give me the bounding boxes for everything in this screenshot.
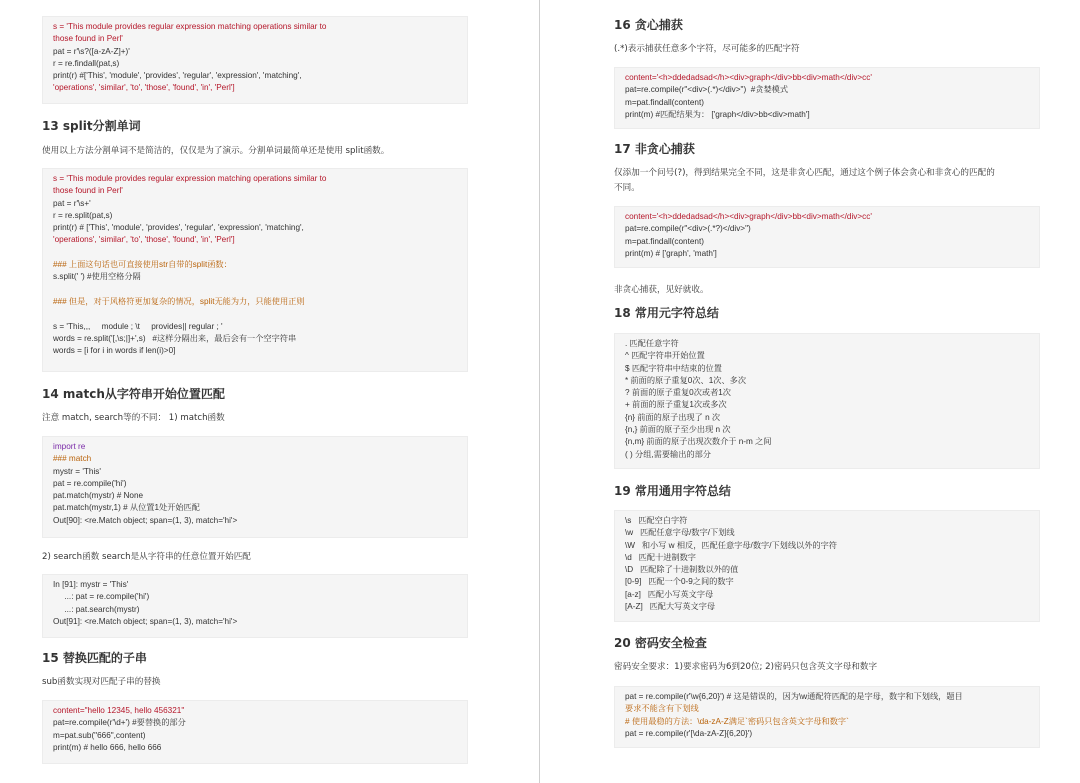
paragraph-17-note: 非贪心捕获，见好就收。 bbox=[614, 285, 709, 295]
code-line: ^ 匹配字符串开始位置 bbox=[625, 351, 705, 361]
heading-15: 15 替换匹配的子串 bbox=[42, 651, 147, 665]
heading-14: 14 match从字符串开始位置匹配 bbox=[42, 387, 225, 401]
code-block-sub bbox=[42, 700, 468, 764]
paragraph-15: sub函数实现对匹配子串的替换 bbox=[42, 677, 161, 687]
heading-13: 13 split分割单词 bbox=[42, 119, 141, 133]
code-line: m=pat.findall(content) bbox=[625, 236, 704, 246]
code-line: pat = r'\s?([a-zA-Z]+)' bbox=[53, 46, 130, 56]
code-line: \s 匹配空白字符 bbox=[625, 516, 688, 525]
code-line: ### 但是，对于风格符更加复杂的情况，split无能为力，只能使用正则 bbox=[53, 296, 305, 306]
code-line: import re bbox=[53, 442, 86, 451]
code-block-split bbox=[42, 168, 468, 372]
code-line: pat = re.compile('hi') bbox=[53, 478, 127, 488]
code-block-password bbox=[614, 686, 1040, 748]
code-line: # 使用最稳的方法：\da-zA-Z满足`密码只包含英文字母和数字` bbox=[625, 716, 849, 726]
code-line: m=pat.findall(content) bbox=[625, 97, 704, 107]
code-block-findall bbox=[42, 16, 468, 104]
code-line: ( ) 分组,需要输出的部分 bbox=[625, 449, 711, 459]
code-line: pat.match(mystr) # None bbox=[53, 491, 144, 501]
heading-18: 18 常用元字符总结 bbox=[614, 306, 719, 320]
code-line: mystr = 'This' bbox=[53, 466, 101, 476]
code-line: r = re.split(pat,s) bbox=[53, 210, 113, 220]
code-line: words = re.split('[,\s;|]+',s) #这样分隔出来，最后会有一个空字符串 bbox=[53, 333, 297, 343]
code-line: pat = re.compile(r'[\da-zA-Z]{6,20}') bbox=[625, 728, 753, 738]
code-line: s = 'This module provides regular expression matching operations similar to bbox=[53, 174, 327, 183]
paragraph-20: 密码安全要求：1)要求密码为6到20位; 2)密码只包含英文字母和数字 bbox=[614, 662, 878, 672]
code-line: pat=re.compile(r'\d+') #要替换的部分 bbox=[53, 718, 186, 728]
code-line: ### match bbox=[53, 454, 92, 464]
heading-20: 20 密码安全检查 bbox=[614, 636, 707, 650]
code-line: content='<h>ddedadsad</h><div>graph</div>bb<div>math</div>cc' bbox=[625, 212, 872, 221]
code-line: ...: pat.search(mystr) bbox=[53, 604, 140, 614]
code-line: \w 匹配任意字母/数字/下划线 bbox=[625, 528, 735, 538]
code-line: [A-Z] 匹配大写英文字母 bbox=[625, 602, 716, 612]
code-line: Out[90]: <re.Match object; span=(1, 3), match='hi'> bbox=[53, 515, 238, 525]
code-line: m=pat.sub("666",content) bbox=[53, 730, 146, 740]
code-line: \d 匹配十进制数字 bbox=[625, 552, 696, 562]
code-line: pat=re.compile(r"<div>(.*?)</div>") bbox=[625, 224, 751, 234]
code-line: pat=re.compile(r"<div>(.*)</div>") #贪婪模式 bbox=[625, 85, 789, 95]
code-line: pat = r'\s+' bbox=[53, 198, 91, 208]
code-line: $ 匹配字符串中结束的位置 bbox=[625, 363, 722, 373]
paragraph-17-line1: 仅添加一个问号(?)，得到结果完全不同，这是非贪心匹配，通过这个例子体会贪心和非贪心的匹配的 bbox=[614, 168, 995, 178]
code-line: + 前面的原子重复1次或多次 bbox=[625, 400, 727, 410]
code-line: 'operations', 'similar', 'to', 'those', 'found', 'in', 'Perl'] bbox=[53, 83, 235, 93]
heading-19: 19 常用通用字符总结 bbox=[614, 484, 731, 498]
code-line: s.split(' ') #使用空格分隔 bbox=[53, 272, 141, 282]
heading-16: 16 贪心捕获 bbox=[614, 18, 683, 32]
code-line: * 前面的原子重复0次、1次、多次 bbox=[625, 375, 747, 385]
code-line: {n,} 前面的原子至少出现 n 次 bbox=[625, 425, 731, 435]
code-line: \D 匹配除了十进制数以外的值 bbox=[625, 565, 739, 575]
code-line: [a-z] 匹配小写英文字母 bbox=[625, 589, 714, 599]
code-block-match bbox=[42, 436, 468, 538]
code-line: 'operations', 'similar', 'to', 'those', 'found', 'in', 'Perl'] bbox=[53, 235, 235, 245]
heading-17: 17 非贪心捕获 bbox=[614, 142, 695, 156]
code-line: {n,m} 前面的原子出现次数介于 n-m 之间 bbox=[625, 437, 772, 447]
code-line: ...: pat = re.compile('hi') bbox=[53, 592, 150, 602]
code-line: In [91]: mystr = 'This' bbox=[53, 580, 129, 589]
code-block-nongreedy bbox=[614, 206, 1040, 268]
code-line: s = 'This module provides regular expression matching operations similar to bbox=[53, 22, 327, 31]
code-line: content="hello 12345, hello 456321" bbox=[53, 706, 185, 715]
code-block-metachars bbox=[614, 333, 1040, 469]
page-divider bbox=[539, 0, 540, 783]
code-line: [0-9] 匹配一个0-9之间的数字 bbox=[625, 577, 734, 587]
code-line: print(r) #['This', 'module', 'provides', 'regular', 'expression', 'matching', bbox=[53, 71, 302, 81]
code-line: r = re.findall(pat,s) bbox=[53, 58, 120, 68]
code-line: content='<h>ddedadsad</h><div>graph</div>bb<div>math</div>cc' bbox=[625, 73, 872, 82]
code-line: those found in Perl' bbox=[53, 34, 123, 44]
code-line: s = 'This,,, module ; \t provides|| regular ; ' bbox=[53, 321, 223, 331]
code-line: print(r) # ['This', 'module', 'provides', 'regular', 'expression', 'matching', bbox=[53, 223, 304, 233]
paragraph-14-search: 2) search函数 search是从字符串的任意位置开始匹配 bbox=[42, 552, 251, 562]
code-line: pat.match(mystr,1) # 从位置1处开始匹配 bbox=[53, 503, 200, 513]
code-line: ### 上面这句话也可直接使用str自带的split函数： bbox=[53, 260, 232, 270]
code-line: print(m) # hello 666, hello 666 bbox=[53, 742, 162, 752]
code-line: 要求不能含有下划线 bbox=[625, 704, 699, 714]
code-line: \W 和小写 w 相反，匹配任意字母/数字/下划线以外的字符 bbox=[625, 540, 837, 550]
paragraph-13: 使用以上方法分割单词不是简洁的，仅仅是为了演示。分割单词最简单还是使用 split函数。 bbox=[42, 146, 390, 156]
code-line: pat = re.compile(r'\w{6,20}') # 这是错误的，因为\w通配符匹配的是字母，数字和下划线，题目 bbox=[625, 692, 963, 701]
code-line: print(m) # ['graph', 'math'] bbox=[625, 248, 717, 258]
paragraph-16: (.*)表示捕获任意多个字符，尽可能多的匹配字符 bbox=[614, 44, 800, 54]
code-block-search bbox=[42, 574, 468, 638]
code-block-charclasses bbox=[614, 510, 1040, 622]
code-line: Out[91]: <re.Match object; span=(1, 3), match='hi'> bbox=[53, 616, 238, 626]
code-line: those found in Perl' bbox=[53, 186, 123, 196]
code-line: print(m) #匹配结果为： ['graph</div>bb<div>math'] bbox=[625, 109, 810, 119]
code-block-greedy bbox=[614, 67, 1040, 129]
code-line: . 匹配任意字符 bbox=[625, 339, 679, 348]
code-line: {n} 前面的原子出现了 n 次 bbox=[625, 412, 721, 422]
paragraph-17-line2: 不同。 bbox=[614, 183, 640, 193]
code-line: words = [i for i in words if len(i)>0] bbox=[53, 346, 176, 356]
code-line: ? 前面的原子重复0次或者1次 bbox=[625, 388, 731, 398]
paragraph-14: 注意 match, search等的不同： 1) match函数 bbox=[42, 413, 225, 423]
